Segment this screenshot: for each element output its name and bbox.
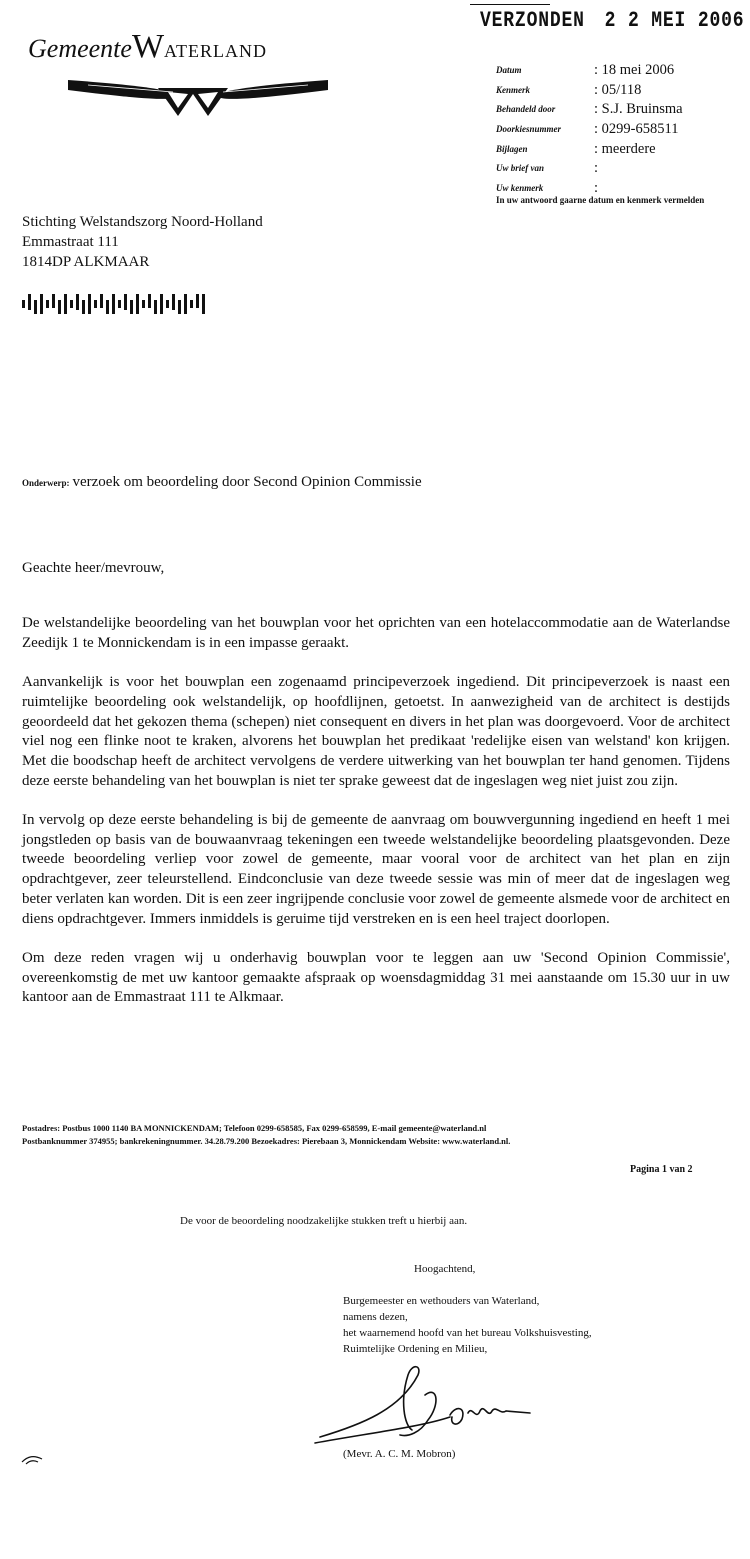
logo-part1: Gemeente [28, 34, 132, 63]
scan-mark-icon [20, 1452, 44, 1466]
letterhead-footer [22, 1122, 510, 1148]
signatory-block [343, 1293, 592, 1357]
sent-stamp [480, 8, 744, 33]
meta-row: Doorkiesnummer : 0299-658511 [496, 121, 679, 138]
reference-block [496, 62, 750, 200]
signatory-line: Ruimtelijke Ordening en Milieu, [343, 1343, 488, 1355]
logo-initial: W [131, 28, 165, 65]
signatory-line: het waarnemend hoofd van het bureau Volkshuisvesting, [343, 1327, 592, 1339]
meta-row: Uw kenmerk : [496, 180, 599, 197]
subject-label: Onderwerp: [22, 478, 70, 488]
enclosure-note: De voor de beoordeling noodzakelijke stukken treft u hierbij aan. [180, 1215, 468, 1227]
address-line: 1814DP ALKMAAR [22, 254, 150, 270]
logo-rest: aterland [164, 34, 268, 63]
signer-name: (Mevr. A. C. M. Mobron) [343, 1448, 456, 1460]
signatory-line: Burgemeester en wethouders van Waterland, [343, 1295, 540, 1307]
paragraph: Aanvankelijk is voor het bouwplan een zogenaamd principeverzoek ingediend. Dit principeverzoek is naast een ruimtelijke beoordeling ook welstandelijk, op hoofdlijnen, getoetst. In aanwezigheid van de architect is destijds geoordeeld dat het gekozen thema (schepen) niet consequent en divers in het plan was doorgevoerd. Voor de architect viel nog een flinke noot te kraken, alvorens het bouwplan het predikaat 'redelijke eisen van welstand' kon krijgen. Met die boodschap heeft de architect vervolgens de verdere uitwerking van het bouwplan ter hand genomen. Tijdens deze eerste behandeling van het bouwplan is niet ter sprake geweest dat de ingeslagen weg niet juist zou zijn. [22, 674, 730, 789]
paragraph: Om deze reden vragen wij u onderhavig bouwplan voor te leggen aan uw 'Second Opinion Commissie', overeenkomstig de met uw kantoor gemaakte afspraak op woensdagmiddag 31 mei aanstaande om 15.30 uur in uw kantoor aan de Emmastraat 111 te Alkmaar. [22, 949, 730, 1006]
stamp-label: VERZONDEN [480, 8, 585, 33]
meta-row: Behandeld door : S.J. Bruinsma [496, 101, 683, 118]
municipality-logo [28, 28, 348, 118]
stamp-rule [470, 4, 550, 5]
page-number: Pagina 1 van 2 [630, 1164, 693, 1175]
stamp-date: 2 2 MEI 2006 [604, 8, 745, 33]
postal-barcode [22, 292, 212, 316]
address-line: Stichting Welstandszorg Noord-Holland [22, 214, 263, 230]
salutation: Geachte heer/mevrouw, [22, 560, 165, 576]
meta-row: Kenmerk : 05/118 [496, 81, 642, 98]
meta-row: Datum : 18 mei 2006 [496, 62, 675, 78]
closing: Hoogachtend, [414, 1263, 476, 1275]
paragraph: De welstandelijke beoordeling van het bouwplan voor het oprichten van een hotelaccommodatie aan de Waterlandse Zeedijk 1 te Monnickendam is in een impasse geraakt. [22, 615, 730, 651]
meta-row: Uw brief van : [496, 160, 599, 177]
subject-text: verzoek om beoordeling door Second Opinion Commissie [72, 474, 422, 490]
footer-line: Postadres: Postbus 1000 1140 BA MONNICKENDAM; Telefoon 0299-658585, Fax 0299-658599, E-mail gemeente@waterland.nl [22, 1123, 487, 1133]
handwritten-signature [300, 1355, 540, 1450]
footer-line: Postbanknummer 374955; bankrekeningnummer. 34.28.79.200 Bezoekadres: Pierebaan 3, Monnickendam Website: www.waterland.nl. [22, 1136, 511, 1146]
logo-emblem-icon [28, 28, 348, 118]
meta-row: Bijlagen : meerdere [496, 140, 656, 157]
subject-line [22, 474, 422, 491]
reference-note: In uw antwoord gaarne datum en kenmerk vermelden [496, 195, 705, 205]
recipient-address [22, 212, 263, 272]
signatory-line: namens dezen, [343, 1311, 408, 1323]
paragraph: In vervolg op deze eerste behandeling is bij de gemeente de aanvraag om bouwvergunning ingediend en heeft 1 mei jongstleden op basis van de bouwaanvraag tekeningen een tweede welstandelijke beoordeling plaatsgevonden. Deze tweede beoordeling verliep voor zowel de gemeente, maar vooral voor de architect van het plan en zijn opdrachtgever, zeer teleurstellend. Eindconclusie van deze tweede sessie was min of meer dat de ingeslagen weg beter verlaten kan worden. Dit is een zeer ingrijpende conclusie voor zowel de gemeente alsmede voor de architect en diens opdrachtgever. Immers inmiddels is geruime tijd verstreken en is een heel traject doorlopen. [22, 812, 730, 927]
letter-body [22, 614, 730, 1028]
address-line: Emmastraat 111 [22, 234, 119, 250]
